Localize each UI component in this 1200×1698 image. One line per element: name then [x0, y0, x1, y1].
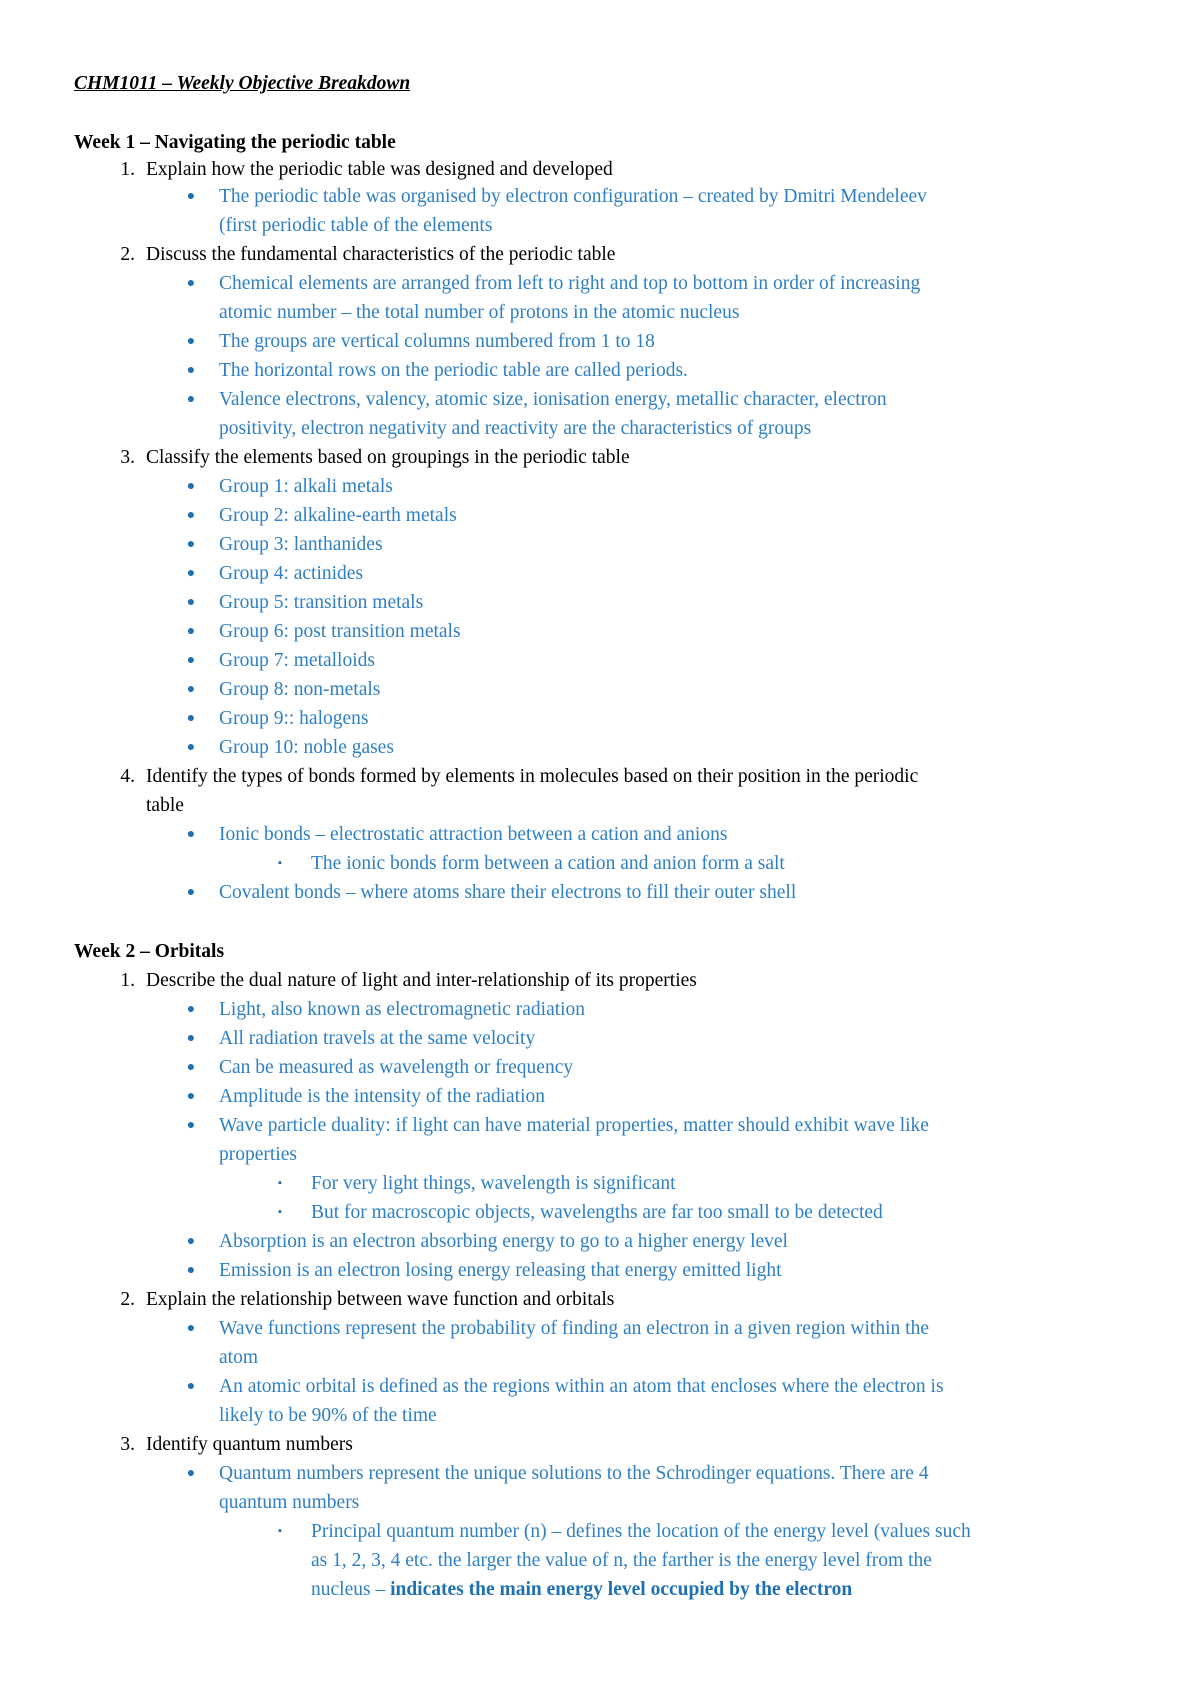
objective-text: Describe the dual nature of light and inter-relationship of its properties: [146, 970, 697, 991]
bullet-icon: ●: [186, 682, 196, 697]
bullet-icon: ●: [186, 276, 196, 291]
bullet-icon: ●: [186, 1060, 196, 1075]
bullet-icon: ●: [186, 1089, 196, 1104]
objective-text: Explain how the periodic table was designed and developed: [146, 159, 613, 180]
objective-number: 4.: [120, 766, 135, 787]
bullet-icon: ●: [186, 479, 196, 494]
bullet-text: Group 1: alkali metals: [219, 476, 393, 497]
bullet-text: Wave particle duality: if light can have material properties, matter should exhibit wave like: [219, 1115, 929, 1136]
bullet-text: Group 6: post transition metals: [219, 621, 461, 642]
week-2-heading: Week 2 – Orbitals: [74, 941, 225, 962]
objective-number: 1.: [120, 159, 135, 180]
bullet-icon: ●: [186, 1379, 196, 1394]
objective-text: Discuss the fundamental characteristics of the periodic table: [146, 244, 616, 265]
bullet-icon: ●: [186, 1002, 196, 1017]
bullet-text: quantum numbers: [219, 1492, 360, 1513]
sub-bullet-text: But for macroscopic objects, wavelengths are far too small to be detected: [311, 1202, 883, 1223]
square-bullet-icon: ▪: [278, 1177, 282, 1189]
bullet-text: All radiation travels at the same velocity: [219, 1028, 536, 1049]
bullet-text: Light, also known as electromagnetic radiation: [219, 999, 586, 1020]
bullet-text: The groups are vertical columns numbered from 1 to 18: [219, 331, 655, 352]
sub-bullet-text: The ionic bonds form between a cation and anion form a salt: [311, 853, 785, 874]
bullet-icon: ●: [186, 595, 196, 610]
bullet-text: positivity, electron negativity and reactivity are the characteristics of groups: [219, 418, 812, 439]
bullet-text: atomic number – the total number of protons in the atomic nucleus: [219, 302, 740, 323]
bullet-icon: ●: [186, 740, 196, 755]
bullet-text: Valence electrons, valency, atomic size, ionisation energy, metallic character, electron: [219, 389, 887, 410]
objective-number: 2.: [120, 244, 135, 265]
bullet-text: Wave functions represent the probability of finding an electron in a given region within the: [219, 1318, 929, 1339]
bullet-text: Ionic bonds – electrostatic attraction between a cation and anions: [219, 824, 728, 845]
bullet-icon: ●: [186, 827, 196, 842]
bullet-text: properties: [219, 1144, 297, 1165]
objective-number: 3.: [120, 447, 135, 468]
sub-bullet-text: For very light things, wavelength is significant: [311, 1173, 676, 1194]
bullet-text: The periodic table was organised by electron configuration – created by Dmitri Mendeleev: [219, 186, 927, 207]
bullet-text: Absorption is an electron absorbing energy to go to a higher energy level: [219, 1231, 788, 1252]
bullet-icon: ●: [186, 1118, 196, 1133]
bullet-text: Group 4: actinides: [219, 563, 364, 584]
bullet-text: Group 3: lanthanides: [219, 534, 383, 555]
bullet-icon: ●: [186, 653, 196, 668]
bullet-text: Amplitude is the intensity of the radiation: [219, 1086, 546, 1107]
document-title: CHM1011 – Weekly Objective Breakdown: [74, 73, 411, 94]
bullet-text: Group 5: transition metals: [219, 592, 424, 613]
objective-text: Identify the types of bonds formed by elements in molecules based on their position in the periodic: [146, 766, 919, 787]
bullet-icon: ●: [186, 885, 196, 900]
bullet-icon: ●: [186, 624, 196, 639]
bullet-text: Chemical elements are arranged from left to right and top to bottom in order of increasing: [219, 273, 921, 294]
bullet-text: Can be measured as wavelength or frequency: [219, 1057, 574, 1078]
sub-bullet-text: nucleus –: [311, 1579, 391, 1600]
sub-bullet-text: as 1, 2, 3, 4 etc. the larger the value of n, the farther is the energy level from the: [311, 1550, 932, 1571]
sub-bullet-line: [311, 1575, 852, 1604]
bold-emphasis-text: indicates the main energy level occupied by the electron: [390, 1579, 853, 1600]
bullet-icon: ●: [186, 334, 196, 349]
bullet-icon: ●: [186, 1466, 196, 1481]
bullet-text: Quantum numbers represent the unique solutions to the Schrodinger equations. There are 4: [219, 1463, 929, 1484]
bullet-text: Group 10: noble gases: [219, 737, 394, 758]
objective-text: Identify quantum numbers: [146, 1434, 353, 1455]
bullet-text: likely to be 90% of the time: [219, 1405, 437, 1426]
bullet-icon: ●: [186, 1031, 196, 1046]
bullet-icon: ●: [186, 1321, 196, 1336]
square-bullet-icon: ▪: [278, 857, 282, 869]
bullet-icon: ●: [186, 392, 196, 407]
bullet-text: Group 8: non-metals: [219, 679, 381, 700]
bullet-icon: ●: [186, 1234, 196, 1249]
square-bullet-icon: ▪: [278, 1206, 282, 1218]
objective-number: 2.: [120, 1289, 135, 1310]
bullet-icon: ●: [186, 537, 196, 552]
bullet-text: The horizontal rows on the periodic table are called periods.: [219, 360, 688, 381]
bullet-text: Group 2: alkaline-earth metals: [219, 505, 457, 526]
week-1-heading: Week 1 – Navigating the periodic table: [74, 132, 396, 153]
square-bullet-icon: ▪: [278, 1525, 282, 1537]
objective-text: Classify the elements based on groupings in the periodic table: [146, 447, 630, 468]
bullet-icon: ●: [186, 711, 196, 726]
objective-number: 1.: [120, 970, 135, 991]
objective-number: 3.: [120, 1434, 135, 1455]
bullet-icon: ●: [186, 566, 196, 581]
bullet-text: An atomic orbital is defined as the regions within an atom that encloses where the electron is: [219, 1376, 944, 1397]
bullet-icon: ●: [186, 363, 196, 378]
bullet-text: (first periodic table of the elements: [219, 215, 493, 236]
bullet-text: Covalent bonds – where atoms share their electrons to fill their outer shell: [219, 882, 797, 903]
bullet-text: Emission is an electron losing energy releasing that energy emitted light: [219, 1260, 782, 1281]
bullet-icon: ●: [186, 1263, 196, 1278]
bullet-text: atom: [219, 1347, 258, 1368]
bullet-text: Group 9:: halogens: [219, 708, 369, 729]
bullet-icon: ●: [186, 189, 196, 204]
bullet-icon: ●: [186, 508, 196, 523]
bullet-text: Group 7: metalloids: [219, 650, 375, 671]
objective-text: table: [146, 795, 184, 816]
objective-text: Explain the relationship between wave function and orbitals: [146, 1289, 615, 1310]
sub-bullet-text: Principal quantum number (n) – defines the location of the energy level (values such: [311, 1521, 971, 1542]
